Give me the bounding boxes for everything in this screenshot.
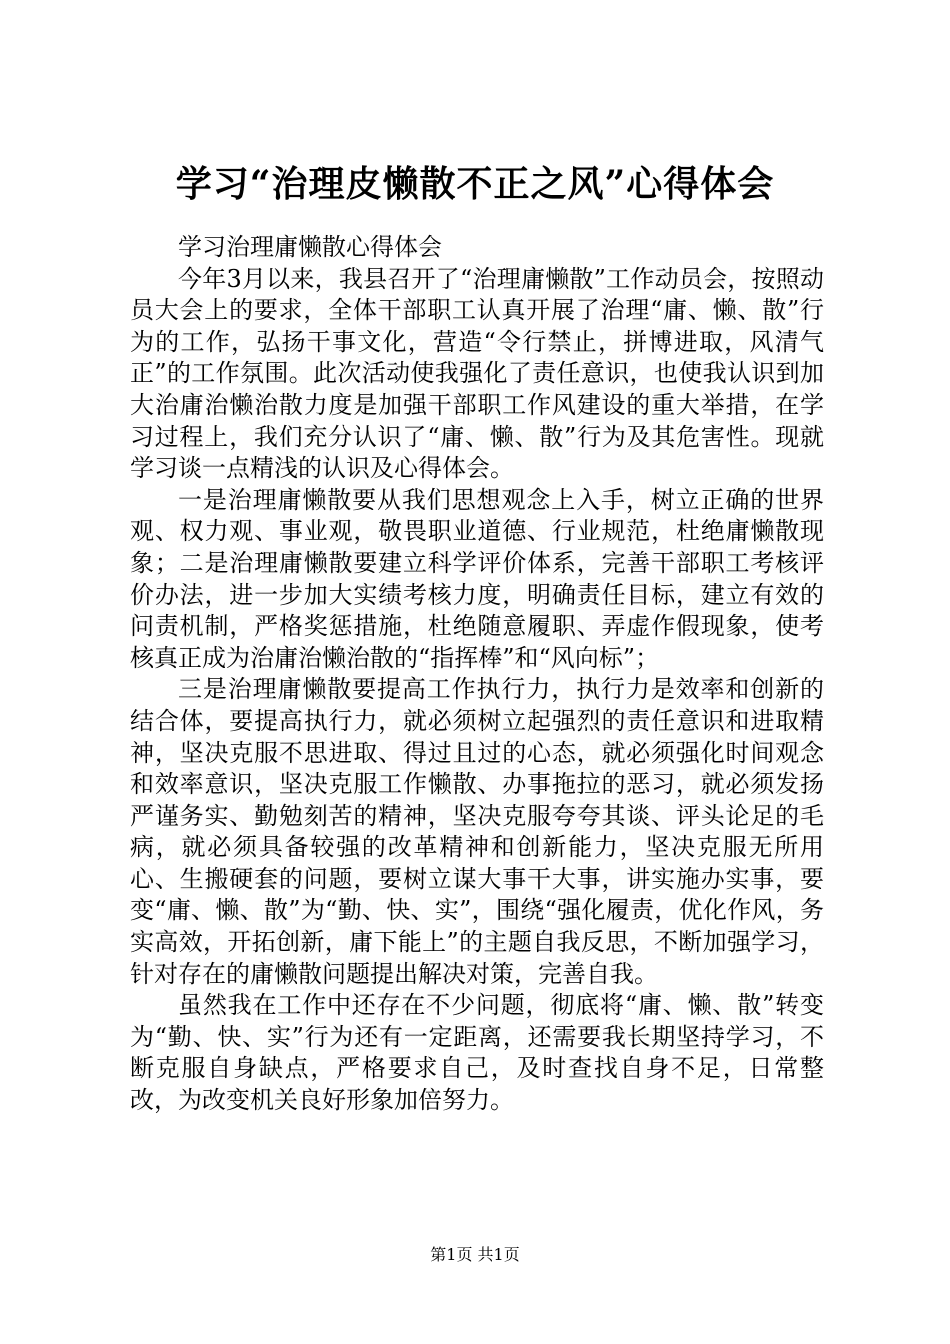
paragraph-intro: 今年3月以来，我县召开了“治理庸懒散”工作动员会，按照动员大会上的要求，全体干部职工认真开展了治理“庸、懒、散”行为的工作，弘扬干事文化，营造“令行禁止，拼博进取，风清气正”的工作氛围。此次活动使我强化了责任意识，也使我认识到加大治庸治懒治散力度是加强干部职工作风建设的重大举措，在学习过程上，我们充分认识了“庸、懒、散”行为及其危害性。现就学习谈一点精浅的认识及心得体会。 bbox=[130, 264, 824, 483]
document-title: 学习“治理皮懒散不正之风”心得体会 bbox=[175, 163, 775, 205]
subtitle-paragraph: 学习治理庸懒散心得体会 bbox=[178, 233, 442, 261]
paragraph-conclusion: 虽然我在工作中还存在不少问题，彻底将“庸、懒、散”转变为“勤、快、实”行为还有一定距离，还需要我长期坚持学习，不断克服自身缺点，严格要求自己，及时查找自身不足，日常整改，为改变机关良好形象加倍努力。 bbox=[130, 991, 824, 1115]
paragraph-point-one-two: 一是治理庸懒散要从我们思想观念上入手，树立正确的世界观、权力观、事业观，敬畏职业道德、行业规范，杜绝庸懒散现象；二是治理庸懒散要建立科学评价体系，完善干部职工考核评价办法，进一步加大实绩考核力度，明确责任目标，建立有效的问责机制，严格奖惩措施，杜绝随意履职、弄虚作假现象，使考核真正成为治庸治懒治散的“指挥棒”和“风向标”； bbox=[130, 485, 824, 672]
document-body bbox=[130, 232, 824, 1117]
page-number-footer: 第1页 共1页 bbox=[430, 1245, 520, 1264]
paragraph-point-three: 三是治理庸懒散要提高工作执行力，执行力是效率和创新的结合体，要提高执行力，就必须树立起强烈的责任意识和进取精神，坚决克服不思进取、得过且过的心态，就必须强化时间观念和效率意识，坚决克服工作懒散、办事拖拉的恶习，就必须发扬严谨务实、勤勉刻苦的精神，坚决克服夸夸其谈、评头论足的毛病，就必须具备较强的改革精神和创新能力，坚决克服无所用心、生搬硬套的问题，要树立谋大事干大事，讲实施办实事，要变“庸、懒、散”为“勤、快、实”，围绕“强化履责，优化作风，务实高效，开拓创新，庸下能上”的主题自我反思，不断加强学习，针对存在的庸懒散问题提出解决对策，完善自我。 bbox=[130, 675, 824, 988]
